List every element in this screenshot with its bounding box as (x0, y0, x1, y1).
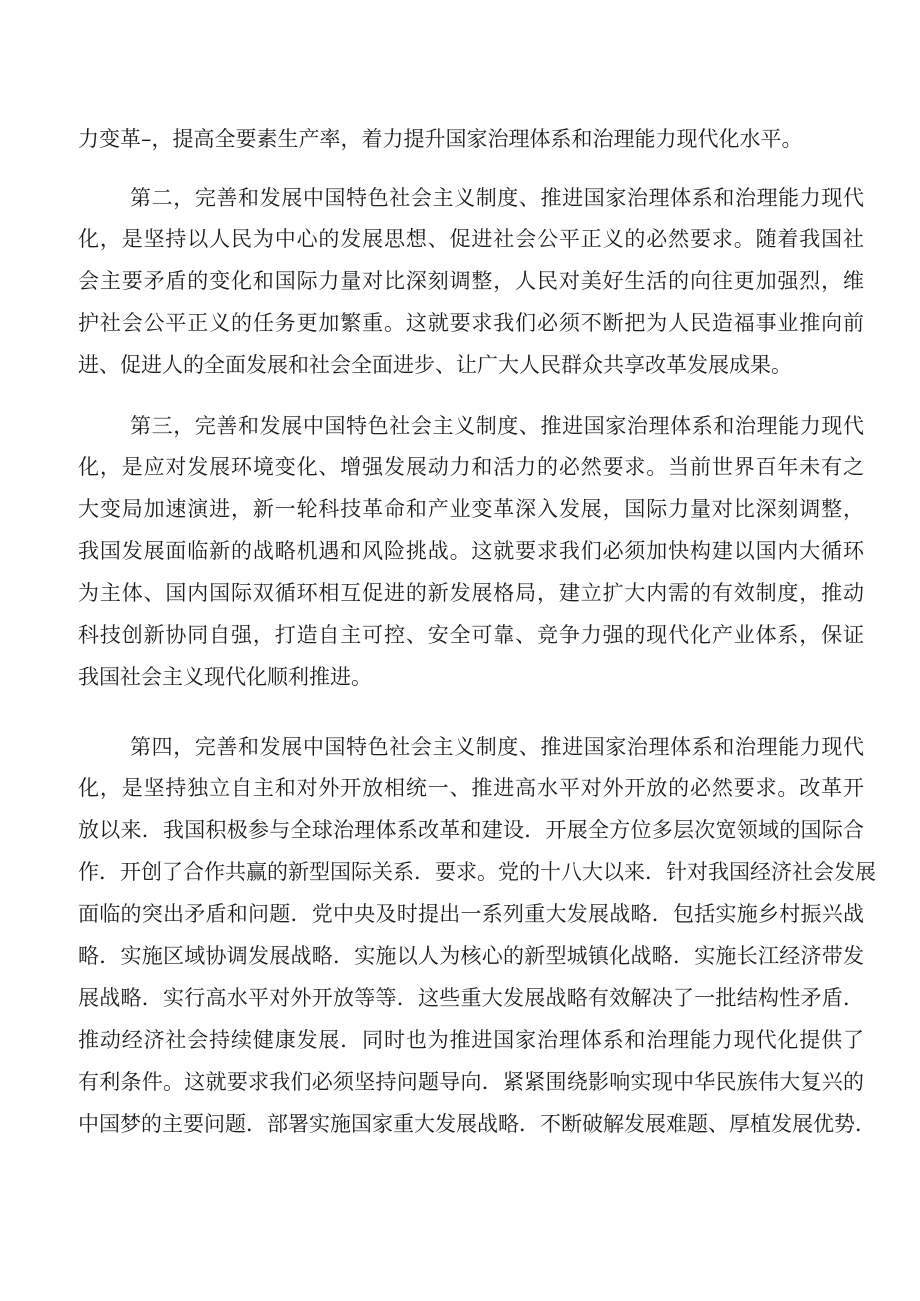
paragraph-3-line-2: 化，是应对发展环境变化、增强发展动力和活力的必然要求。当前世界百年未有之 (78, 455, 864, 479)
paragraph-3-line-4: 我国发展面临新的战略机遇和风险挑战。这就要求我们必须加快构建以国内大循环 (78, 539, 864, 563)
paragraph-3-line-3: 大变局加速演进，新一轮科技革命和产业变革深入发展，国际力量对比深刻调整， (78, 497, 864, 521)
paragraph-2-line-2: 化，是坚持以人民为中心的发展思想、促进社会公平正义的必然要求。随着我国社 (78, 227, 864, 251)
paragraph-4-line-4: 作．开创了合作共赢的新型国际关系．要求。党的十八大以来．针对我国经济社会发展 (78, 860, 876, 884)
paragraph-4-line-10: 中国梦的主要问题．部署实施国家重大发展战略．不断破解发展难题、厚植发展优势． (78, 1112, 876, 1136)
paragraph-3-line-5: 为主体、国内国际双循环相互促进的新发展格局，建立扩大内需的有效制度，推动 (78, 581, 864, 605)
paragraph-4-line-7: 展战略．实行高水平对外开放等等．这些重大发展战略有效解决了一批结构性矛盾． (78, 986, 864, 1010)
paragraph-4-line-3: 放以来．我国积极参与全球治理体系改革和建设．开展全方位多层次宽领域的国际合 (78, 818, 864, 842)
paragraph-4-line-1: 第四，完善和发展中国特色社会主义制度、推进国家治理体系和治理能力现代 (130, 735, 864, 759)
paragraph-4-line-8: 推动经济社会持续健康发展．同时也为推进国家治理体系和治理能力现代化提供了 (78, 1028, 864, 1052)
paragraph-4-line-5: 面临的突出矛盾和问题．党中央及时提出一系列重大发展战略．包括实施乡村振兴战 (78, 902, 864, 926)
paragraph-2-line-5: 进、促进人的全面发展和社会全面进步、让广大人民群众共享改革发展成果。 (78, 353, 792, 377)
paragraph-2-line-4: 护社会公平正义的任务更加繁重。这就要求我们必须不断把为人民造福事业推向前 (78, 311, 864, 335)
paragraph-3-line-1: 第三，完善和发展中国特色社会主义制度、推进国家治理体系和治理能力现代 (130, 414, 864, 438)
paragraph-1-line-1: 力变革–，提高全要素生产率，着力提升国家治理体系和治理能力现代化水平。 (78, 127, 803, 151)
paragraph-2-line-3: 会主要矛盾的变化和国际力量对比深刻调整，人民对美好生活的向往更加强烈，维 (78, 269, 864, 293)
paragraph-4-line-2: 化，是坚持独立自主和对外开放相统一、推进高水平对外开放的必然要求。改革开 (78, 776, 864, 800)
paragraph-4-line-6: 略．实施区域协调发展战略．实施以人为核心的新型城镇化战略．实施长江经济带发 (78, 944, 864, 968)
paragraph-3-line-7: 我国社会主义现代化顺利推进。 (78, 665, 372, 689)
paragraph-4-line-9: 有利条件。这就要求我们必须坚持问题导向．紧紧围绕影响实现中华民族伟大复兴的 (78, 1070, 864, 1094)
paragraph-3-line-6: 科技创新协同自强，打造自主可控、安全可靠、竞争力强的现代化产业体系，保证 (78, 623, 864, 647)
paragraph-2-line-1: 第二，完善和发展中国特色社会主义制度、推进国家治理体系和治理能力现代 (130, 186, 864, 210)
